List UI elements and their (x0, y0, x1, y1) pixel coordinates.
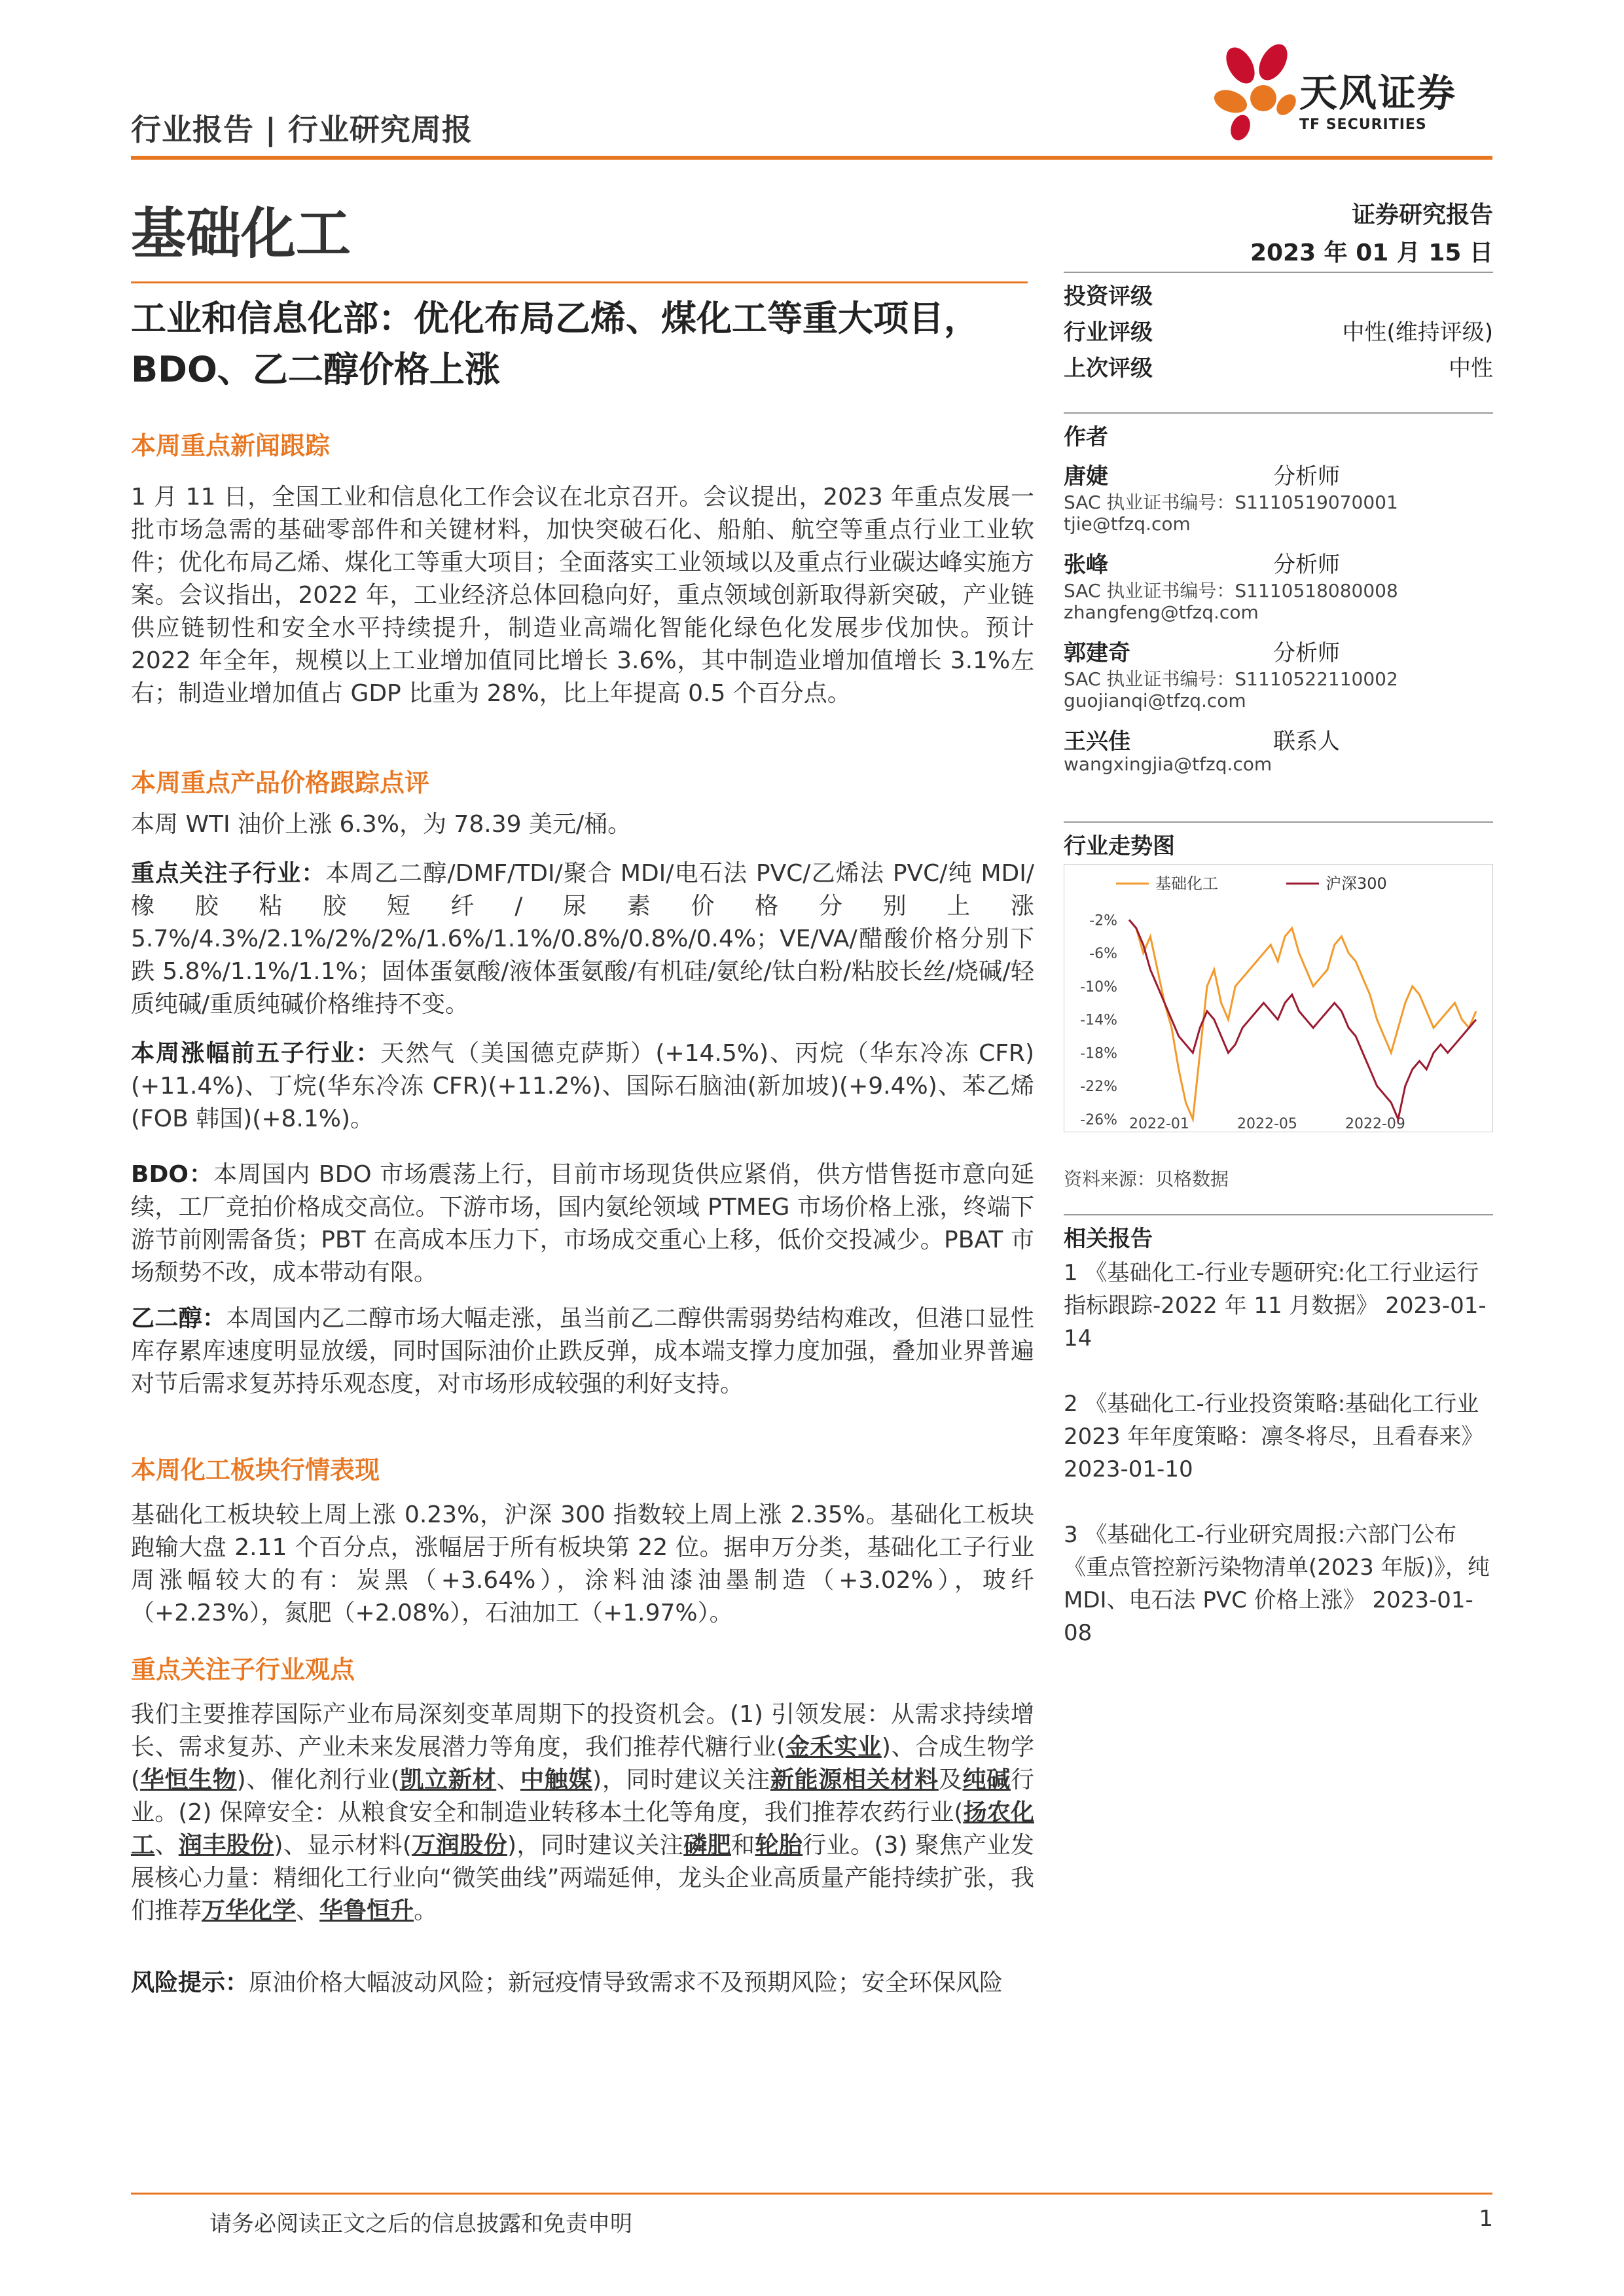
price-paragraph-2 (131, 857, 1034, 1021)
logo-name: 天风证券 (1299, 71, 1457, 115)
sector-link-tires[interactable]: 轮胎 (755, 1832, 803, 1859)
rating-industry-row (1064, 314, 1493, 346)
price-p3-text: 天然气（美国德克萨斯）(+14.5%)、丙烷（华东冷冻 CFR)(+11.4%)、丁烷(华东冷冻 CFR)(+11.2%)、国际石脑油(新加坡)(+9.4%)、苯乙烯(FOB 韩国)(+8.1%)。 (131, 1040, 1034, 1132)
y-tick-label: -14% (1080, 1012, 1117, 1029)
author-name: 张峰 (1064, 552, 1108, 578)
sector-link-soda-ash[interactable]: 纯碱 (962, 1767, 1011, 1793)
rating-prev-row (1064, 350, 1493, 382)
trend-chart-svg (1064, 864, 1493, 1132)
price-heading: 本周重点产品价格跟踪点评 (131, 768, 430, 797)
rating-prev-label: 上次评级 (1064, 355, 1153, 382)
related-report-item[interactable]: 1 《基础化工-行业专题研究:化工行业运行指标跟踪-2022 年 11 月数据》 2023-01-14 (1064, 1260, 1487, 1352)
x-tick-label: 2022-05 (1237, 1116, 1297, 1132)
board-paragraph: 基础化工板块较上周上涨 0.23%，沪深 300 指数较上周上涨 2.35%。基础化工板块跑输大盘 2.11 个百分点，涨幅居于所有板块第 22 位。据申万分类，基础化工子行业周涨幅较大的有：炭黑（+3.64%），涂料油漆油墨制造（+3.02%），玻纤（+2.23%），氮肥（+2.08%），石油加工（+1.97%）。 (131, 1501, 1034, 1626)
page-number: 1 (1479, 2206, 1493, 2232)
title-divider (131, 281, 1028, 283)
sector-link-phosphate[interactable]: 磷肥 (683, 1832, 732, 1859)
rating-title: 投资评级 (1064, 283, 1153, 310)
logo-petals-icon (1211, 39, 1303, 144)
price-paragraph-3 (131, 1037, 1034, 1136)
y-tick-label: -22% (1080, 1079, 1117, 1096)
y-tick-label: -26% (1080, 1112, 1117, 1128)
bdo-lead: BDO： (131, 1161, 214, 1188)
board-heading: 本周化工板块行情表现 (131, 1456, 380, 1484)
news-paragraph: 1 月 11 日，全国工业和信息化工作会议在北京召开。会议提出，2023 年重点发展一批市场急需的基础零部件和关键材料，加快突破石化、船舶、航空等重点行业工业软件；优化布局乙烯、煤化工等重大项目；全面落实工业领域以及重点行业碳达峰实施方案。会议指出，2022 年，工业经济总体回稳向好，重点领域创新取得新突破，产业链供应链韧性和安全水平持续提升，制造业高端化智能化绿色化发展步伐加快。预计 2022 年全年，规模以上工业增加值同比增长 3.6%，其中制造业增加值增长 3.1%左右；制造业增加值占 GDP 比重为 28%，比上年提高 0.5 个百分点。 (131, 484, 1034, 707)
bdo-paragraph (131, 1158, 1034, 1289)
stock-link-yangnong[interactable]: 扬农化工 (131, 1799, 1034, 1859)
stock-link-huaheng[interactable]: 华恒生物 (140, 1767, 237, 1793)
report-type: 证券研究报告 (1351, 202, 1493, 228)
price-p3-lead: 本周涨幅前五子行业： (131, 1040, 381, 1067)
footer-disclaimer[interactable]: 请务必阅读正文之后的信息披露和免责申明 (209, 2211, 632, 2237)
meg-lead: 乙二醇： (131, 1305, 226, 1332)
x-tick-label: 2022-09 (1345, 1116, 1405, 1132)
stock-link-runfeng[interactable]: 润丰股份 (178, 1832, 274, 1859)
industry-title: 基础化工 (131, 202, 352, 266)
meg-text: 本周国内乙二醇市场大幅走涨，虽当前乙二醇供需弱势结构难改，但港口显性库存累库速度明显放缓，同时国际油价止跌反弹，成本端支撑力度加强，叠加业界普遍对节后需求复苏持乐观态度，对市场形成较强的利好支持。 (131, 1305, 1034, 1397)
sector-link-new-energy[interactable]: 新能源相关材料 (770, 1767, 939, 1793)
price-p2-lead: 重点关注子行业： (131, 860, 326, 887)
stock-link-wanhua[interactable]: 万华化学 (202, 1897, 297, 1924)
related-report-item[interactable]: 2 《基础化工-行业投资策略:基础化工行业 2023 年年度策略：凛冬将尽，且看春来》 2023-01-10 (1064, 1391, 1484, 1482)
stock-link-jinhe[interactable]: 金禾实业 (785, 1734, 882, 1761)
series-line (1129, 920, 1476, 1119)
authors-divider (1064, 412, 1493, 414)
stock-link-wanrun[interactable]: 万润股份 (411, 1832, 507, 1859)
stock-link-kaili[interactable]: 凯立新材 (399, 1767, 497, 1793)
risk-lead: 风险提示： (131, 1969, 249, 1996)
report-date: 2023 年 01 月 15 日 (1250, 240, 1493, 266)
author-role: 分析师 (1273, 552, 1340, 578)
author-entry (1064, 458, 1493, 535)
author-email[interactable]: zhangfeng@tfzq.com (1064, 601, 1259, 623)
header-divider (131, 156, 1492, 160)
legend-label: 沪深300 (1326, 874, 1387, 893)
series-line (1129, 920, 1476, 1119)
author-role: 分析师 (1273, 463, 1340, 490)
meg-paragraph (131, 1302, 1034, 1401)
trend-chart (1064, 864, 1493, 1132)
author-email[interactable]: wangxingjia@tfzq.com (1064, 753, 1272, 775)
footer-divider (131, 2193, 1492, 2195)
risk-text: 原油价格大幅波动风险；新冠疫情导致需求不及预期风险；安全环保风险 (249, 1969, 1003, 1996)
author-role: 联系人 (1273, 728, 1340, 755)
view-heading: 重点关注子行业观点 (131, 1655, 355, 1684)
related-title: 相关报告 (1064, 1226, 1153, 1252)
author-name: 王兴佳 (1064, 728, 1130, 755)
author-name: 郭建奇 (1064, 640, 1130, 666)
legend-label: 基础化工 (1155, 874, 1218, 893)
report-category: 行业报告 | 行业研究周报 (131, 112, 473, 147)
stock-link-zhongchumei[interactable]: 中触媒 (520, 1767, 593, 1793)
author-entry (1064, 635, 1493, 711)
author-cert: SAC 执业证书编号：S1110519070001 (1064, 492, 1398, 513)
y-tick-label: -6% (1089, 946, 1117, 963)
author-role: 分析师 (1273, 640, 1340, 666)
news-heading: 本周重点新闻跟踪 (131, 431, 331, 460)
chart-frame (1064, 865, 1493, 1132)
author-entry (1064, 547, 1493, 623)
author-cert: SAC 执业证书编号：S1110522110002 (1064, 668, 1398, 690)
price-paragraph-1: 本周 WTI 油价上涨 6.3%，为 78.39 美元/桶。 (131, 811, 632, 838)
y-tick-label: -18% (1080, 1045, 1117, 1062)
trend-source: 资料来源：贝格数据 (1064, 1168, 1229, 1190)
rating-industry-value: 中性(维持评级) (1342, 319, 1493, 346)
trend-title: 行业走势图 (1064, 833, 1175, 859)
y-tick-label: -2% (1089, 912, 1117, 929)
stock-link-hualu[interactable]: 华鲁恒升 (319, 1897, 414, 1924)
x-tick-label: 2022-01 (1129, 1116, 1189, 1132)
bdo-text: 本周国内 BDO 市场震荡上行，目前市场现货供应紧俏，供方惜售挺市意向延续，工厂竞拍价格成交高位。下游市场，国内氨纶领域 PTMEG 市场价格上涨，终端下游节前刚需备货；PBT 在高成本压力下，市场成交重心上移，低价交投减少。PBAT 市场颓势不改，成本带动有限。 (131, 1161, 1034, 1286)
author-entry (1064, 723, 1493, 775)
logo-subtitle: TF SECURITIES (1299, 117, 1427, 133)
report-title: 工业和信息化部：优化布局乙烯、煤化工等重大项目，BDO、乙二醇价格上涨 (131, 298, 979, 390)
rating-industry-label: 行业评级 (1064, 319, 1153, 346)
risk-paragraph (131, 1967, 1034, 2000)
authors-title: 作者 (1064, 424, 1108, 450)
rating-divider (1064, 272, 1493, 273)
author-name: 唐婕 (1064, 463, 1108, 490)
view-paragraph: 我们主要推荐国际产业布局深刻变革周期下的投资机会。(1) 引领发展：从需求持续增长、需求复苏、产业未来发展潜力等角度，我们推荐代糖行业(金禾实业)、合成生物学(华恒生物)、催化剂行业(凯立新材、中触媒)，同时建议关注新能源相关材料及纯碱行业。(2) 保障安全：从粮食安全和制造业转移本土化等角度，我们推荐农药行业(扬农化工、润丰股份)、显示材料(万润股份)，同时建议关注磷肥和轮胎行业。(3) 聚焦产业发展核心力量：精细化工行业向“微笑曲线”两端延伸，龙头企业高质量产能持续扩张，我们推荐万华化学、华鲁恒升。 (131, 1701, 1034, 1924)
price-p2-text: 本周乙二醇/DMF/TDI/聚合 MDI/电石法 PVC/乙烯法 PVC/纯 MDI/橡胶粘胶短纤/尿素价格分别上涨 5.7%/4.3%/2.1%/2%/2%/1.6%/1.1%/0.8%/0.8%/0.4%；VE/VA/醋酸价格分别下跌 5.8%/1.1%/1.1%；固体蛋氨酸/液体蛋氨酸/有机硅/氨纶/钛白粉/粘胶长丝/烧碱/轻质纯碱/重质纯碱价格维持不变。 (131, 860, 1034, 1018)
related-divider (1064, 1214, 1493, 1215)
y-tick-label: -10% (1080, 978, 1117, 996)
author-email[interactable]: tjie@tfzq.com (1064, 513, 1191, 535)
author-email[interactable]: guojianqi@tfzq.com (1064, 690, 1246, 711)
related-report-item[interactable]: 3 《基础化工-行业研究周报:六部门公布《重点管控新污染物清单(2023 年版)》，纯 MDI、电石法 PVC 价格上涨》 2023-01-08 (1064, 1522, 1490, 1646)
author-cert: SAC 执业证书编号：S1110518080008 (1064, 580, 1398, 601)
trend-divider (1064, 821, 1493, 823)
rating-prev-value: 中性 (1449, 355, 1493, 382)
